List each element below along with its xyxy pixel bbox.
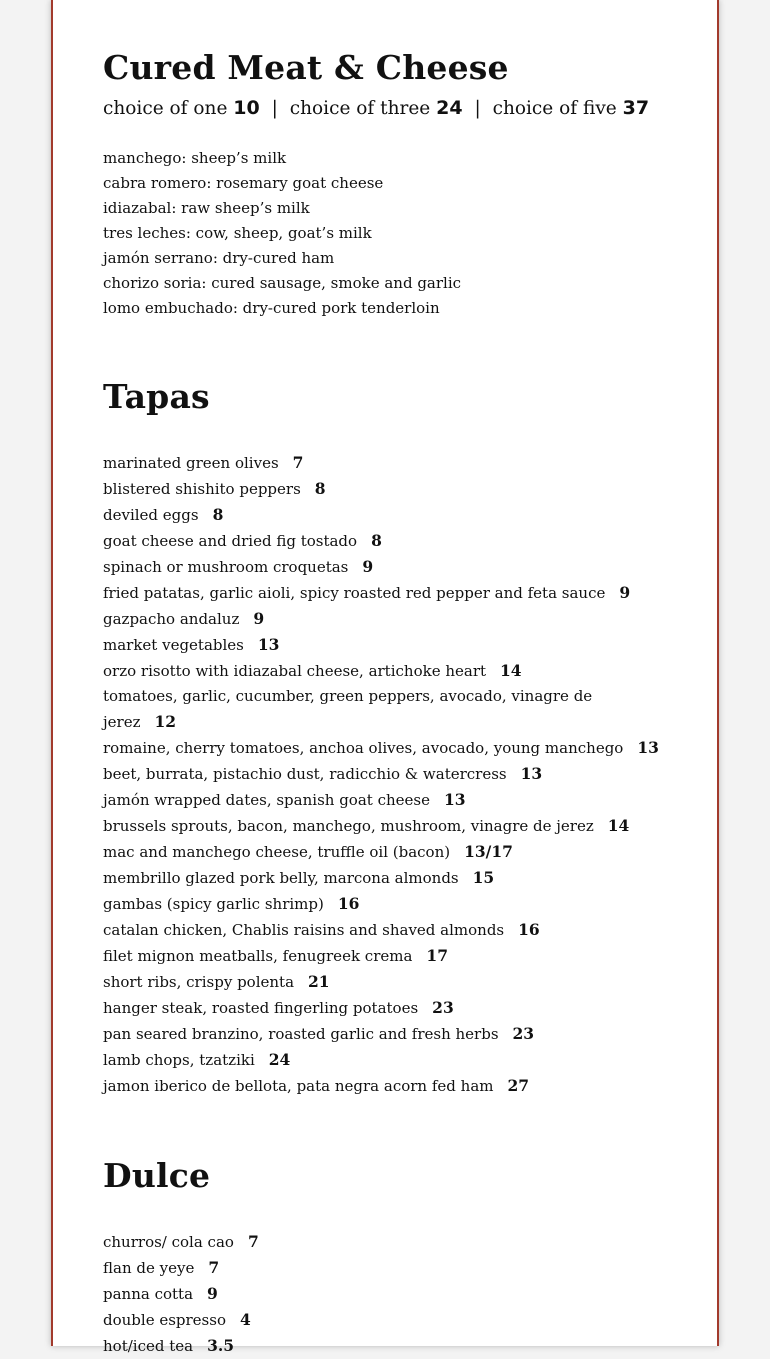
tapas-item [103, 943, 663, 969]
item-price: 7 [292, 453, 304, 472]
tapas-item [103, 450, 663, 476]
item-price: 9 [619, 583, 631, 602]
pricing-separator: | [271, 98, 278, 119]
item-name: flan de yeye [103, 1259, 195, 1277]
tapas-item [103, 917, 663, 943]
tapas-item [103, 528, 663, 554]
item-name: membrillo glazed pork belly, marcona almonds [103, 869, 459, 887]
pricing-label-five: choice of five [492, 98, 617, 119]
item-name: gazpacho andaluz [103, 610, 240, 628]
dulce-item [103, 1255, 663, 1281]
tapas-item [103, 606, 663, 632]
tapas-item [103, 476, 663, 502]
tapas-item [103, 684, 663, 735]
item-name: lamb chops, tzatziki [103, 1051, 255, 1069]
item-price: 9 [207, 1284, 218, 1303]
cured-section-title: Cured Meat & Cheese [103, 48, 509, 87]
cured-item: lomo embuchado: dry-cured pork tenderloin [103, 299, 440, 317]
item-price: 13 [520, 764, 543, 783]
tapas-item [103, 1073, 663, 1099]
item-name: fried patatas, garlic aioli, spicy roasted red pepper and feta sauce [103, 584, 606, 602]
tapas-item [103, 969, 663, 995]
item-price: 24 [268, 1050, 291, 1069]
item-name: filet mignon meatballs, fenugreek crema [103, 947, 413, 965]
item-price: 16 [337, 894, 360, 913]
tapas-item [103, 891, 663, 917]
tapas-section-title: Tapas [103, 377, 210, 416]
tapas-item [103, 554, 663, 580]
dulce-item [103, 1307, 663, 1333]
item-price: 7 [208, 1258, 220, 1277]
item-name: jamón wrapped dates, spanish goat cheese [103, 791, 430, 809]
item-price: 8 [371, 531, 382, 550]
item-price: 21 [308, 972, 330, 991]
cured-item: jamón serrano: dry-cured ham [103, 249, 335, 267]
tapas-item [103, 502, 663, 528]
item-name: double espresso [103, 1311, 226, 1329]
item-name: goat cheese and dried fig tostado [103, 532, 358, 550]
cured-item: idiazabal: raw sheep’s milk [103, 199, 310, 217]
item-name: gambas (spicy garlic shrimp) [103, 895, 324, 913]
dulce-item [103, 1281, 663, 1307]
tapas-item [103, 787, 663, 813]
tapas-item [103, 813, 663, 839]
item-name: panna cotta [103, 1285, 194, 1303]
item-price: 13 [637, 738, 659, 757]
item-name: marinated green olives [103, 454, 279, 472]
item-name: tomatoes, garlic, cucumber, green peppers, avocado, vinagre de jerez [103, 687, 593, 731]
item-name: short ribs, crispy polenta [103, 973, 295, 991]
tapas-items-list [103, 450, 663, 1099]
item-price: 4 [240, 1310, 251, 1329]
pricing-label-one: choice of one [103, 98, 228, 119]
item-name: brussels sprouts, bacon, manchego, mushroom, vinagre de jerez [103, 817, 594, 835]
tapas-item [103, 761, 663, 787]
item-name: jamon iberico de bellota, pata negra acorn fed ham [103, 1077, 494, 1095]
item-price: 23 [432, 998, 454, 1017]
pricing-price-three: 24 [436, 97, 463, 119]
item-price: 7 [247, 1232, 259, 1251]
item-price: 8 [212, 505, 224, 524]
item-price: 13/17 [464, 842, 513, 861]
item-price: 14 [500, 661, 522, 680]
item-price: 23 [512, 1024, 535, 1043]
item-name: mac and manchego cheese, truffle oil (bacon) [103, 843, 451, 861]
item-name: romaine, cherry tomatoes, anchoa olives, avocado, young manchego [103, 739, 624, 757]
item-name: blistered shishito peppers [103, 480, 301, 498]
item-name: hanger steak, roasted fingerling potatoes [103, 999, 419, 1017]
tapas-item [103, 1021, 663, 1047]
menu-page [51, 0, 719, 1355]
dulce-section-title: Dulce [103, 1156, 211, 1195]
pricing-price-five: 37 [622, 97, 650, 119]
item-price: 17 [426, 946, 448, 965]
tapas-item [103, 839, 663, 865]
item-name: churros/ cola cao [103, 1233, 234, 1251]
item-price: 9 [253, 609, 265, 628]
item-name: pan seared branzino, roasted garlic and fresh herbs [103, 1025, 499, 1043]
item-price: 12 [154, 712, 177, 731]
item-price: 14 [607, 816, 630, 835]
cured-pricing-line [103, 93, 649, 124]
dulce-items-list [103, 1229, 663, 1359]
item-price: 3.5 [207, 1336, 235, 1355]
tapas-item [103, 1047, 663, 1073]
item-name: spinach or mushroom croquetas [103, 558, 349, 576]
item-price: 8 [314, 479, 326, 498]
item-name: catalan chicken, Chablis raisins and shaved almonds [103, 921, 505, 939]
item-price: 16 [518, 920, 540, 939]
cured-item: chorizo soria: cured sausage, smoke and garlic [103, 274, 462, 292]
pricing-separator: | [474, 98, 481, 119]
dulce-item [103, 1229, 663, 1255]
item-price: 9 [362, 557, 374, 576]
item-name: deviled eggs [103, 506, 199, 524]
item-name: orzo risotto with idiazabal cheese, artichoke heart [103, 662, 487, 680]
cured-item: cabra romero: rosemary goat cheese [103, 174, 384, 192]
tapas-item [103, 865, 663, 891]
item-price: 13 [257, 635, 280, 654]
item-name: hot/iced tea [103, 1337, 194, 1355]
pricing-price-one: 10 [233, 97, 260, 119]
cured-item: manchego: sheep’s milk [103, 149, 287, 167]
tapas-item [103, 580, 663, 606]
cured-item: tres leches: cow, sheep, goat’s milk [103, 224, 372, 242]
item-name: market vegetables [103, 636, 244, 654]
tapas-item [103, 658, 663, 684]
cured-items-list [103, 146, 703, 321]
dulce-item [103, 1333, 663, 1359]
item-price: 27 [507, 1076, 530, 1095]
tapas-item [103, 735, 663, 761]
item-name: beet, burrata, pistachio dust, radicchio & watercress [103, 765, 507, 783]
tapas-item [103, 632, 663, 658]
item-price: 13 [443, 790, 466, 809]
item-price: 15 [472, 868, 495, 887]
tapas-item [103, 995, 663, 1021]
pricing-label-three: choice of three [289, 98, 431, 119]
